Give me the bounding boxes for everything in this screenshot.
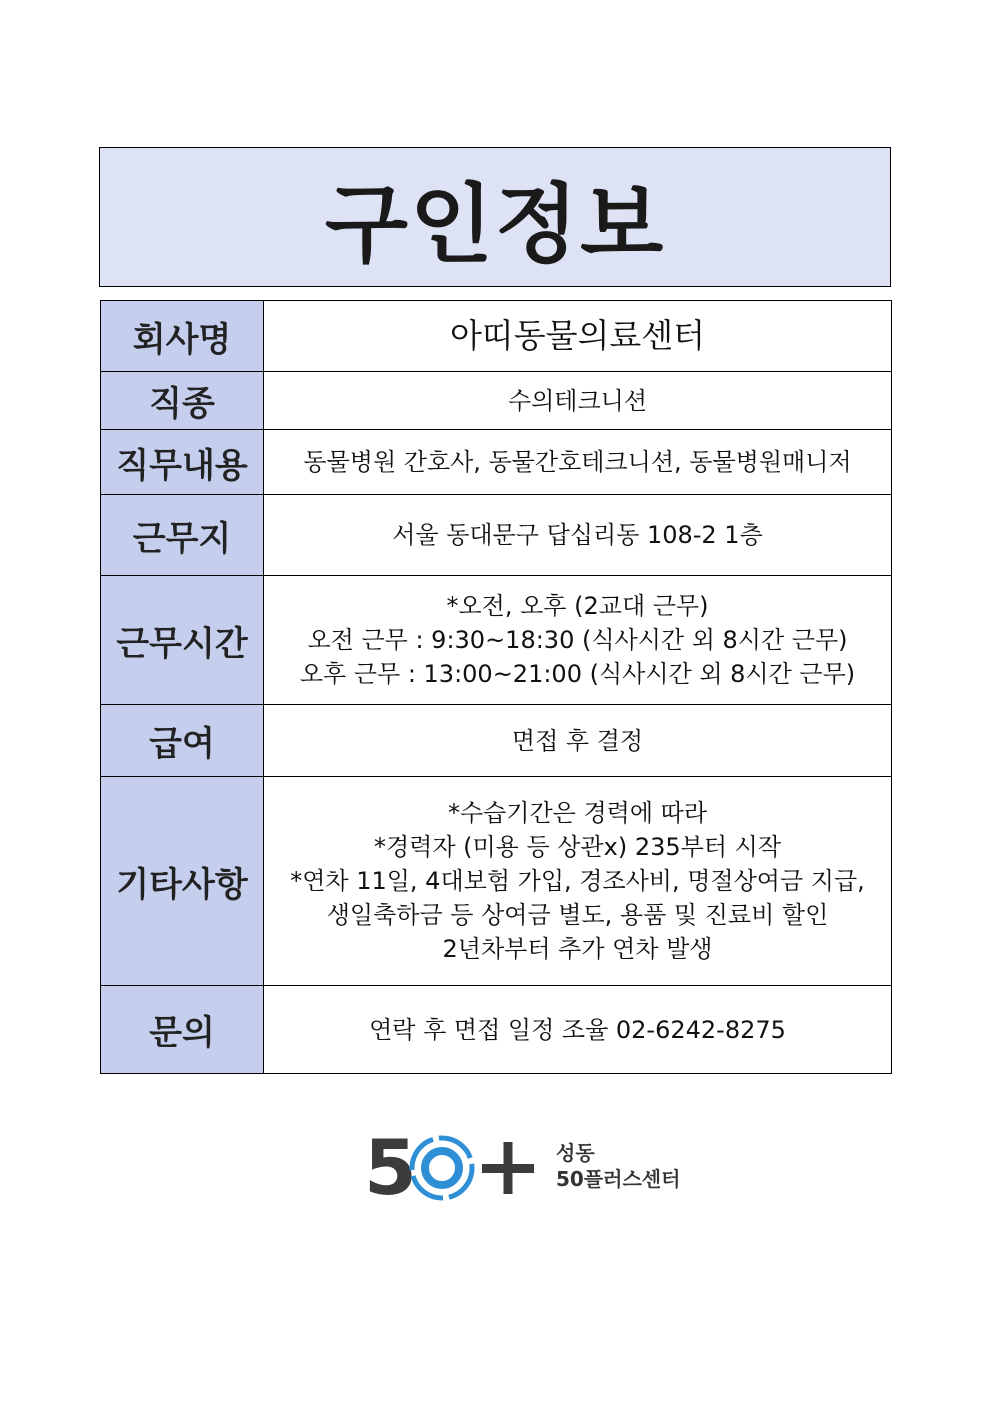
row-label: 직무내용	[101, 430, 264, 495]
value-line: 서울 동대문구 답십리동 108-2 1층	[392, 521, 763, 549]
table-row	[101, 986, 892, 1074]
value-line: *수습기간은 경력에 따라	[447, 799, 708, 827]
row-label: 근무지	[101, 495, 264, 576]
table-row	[101, 430, 892, 495]
value-line: 수의테크니션	[507, 386, 648, 415]
row-value	[264, 986, 892, 1074]
row-value	[264, 495, 892, 576]
logo-five: 5	[364, 1132, 417, 1202]
value-line: *연차 11일, 4대보험 가입, 경조사비, 명절상여금 지급,	[290, 867, 865, 895]
row-value	[264, 576, 892, 705]
value-line: *오전, 오후 (2교대 근무)	[446, 592, 709, 620]
value-line: 오전 근무 : 9:30~18:30 (식사시간 외 8시간 근무)	[307, 626, 848, 654]
row-value	[264, 301, 892, 372]
logo-line-1: 성동	[556, 1141, 595, 1165]
title-box	[99, 147, 891, 287]
row-label: 급여	[101, 705, 264, 777]
row-value	[264, 777, 892, 986]
value-line: 생일축하금 등 상여금 별도, 용품 및 진료비 할인	[326, 901, 829, 929]
table-row	[101, 576, 892, 705]
row-label: 기타사항	[101, 777, 264, 986]
value-line: *경력자 (미용 등 상관x) 235부터 시작	[373, 833, 782, 861]
row-label: 직종	[101, 372, 264, 430]
info-table	[100, 300, 892, 1074]
table-row	[101, 301, 892, 372]
logo-ring-icon	[412, 1138, 472, 1198]
page-title: 구인정보	[324, 175, 666, 275]
row-value	[264, 430, 892, 495]
row-value	[264, 705, 892, 777]
value-line: 오후 근무 : 13:00~21:00 (식사시간 외 8시간 근무)	[299, 660, 856, 688]
value-line: 동물병원 간호사, 동물간호테크니션, 동물병원매니저	[303, 448, 852, 476]
value-line: 면접 후 결정	[511, 726, 644, 755]
table-row	[101, 372, 892, 430]
logo-text	[556, 1140, 680, 1192]
row-label: 근무시간	[101, 576, 264, 705]
row-label: 회사명	[101, 301, 264, 372]
contact-line: 연락 후 면접 일정 조율 02-6242-8275	[369, 1015, 786, 1044]
logo-plus-icon	[482, 1142, 534, 1194]
logo-line-2: 50플러스센터	[556, 1167, 681, 1191]
company-name: 아띠동물의료센터	[449, 316, 706, 355]
table-row	[101, 705, 892, 777]
value-line: 2년차부터 추가 연차 발생	[442, 935, 713, 963]
table-row	[101, 777, 892, 986]
row-label: 문의	[101, 986, 264, 1074]
table-row	[101, 495, 892, 576]
row-value	[264, 372, 892, 430]
